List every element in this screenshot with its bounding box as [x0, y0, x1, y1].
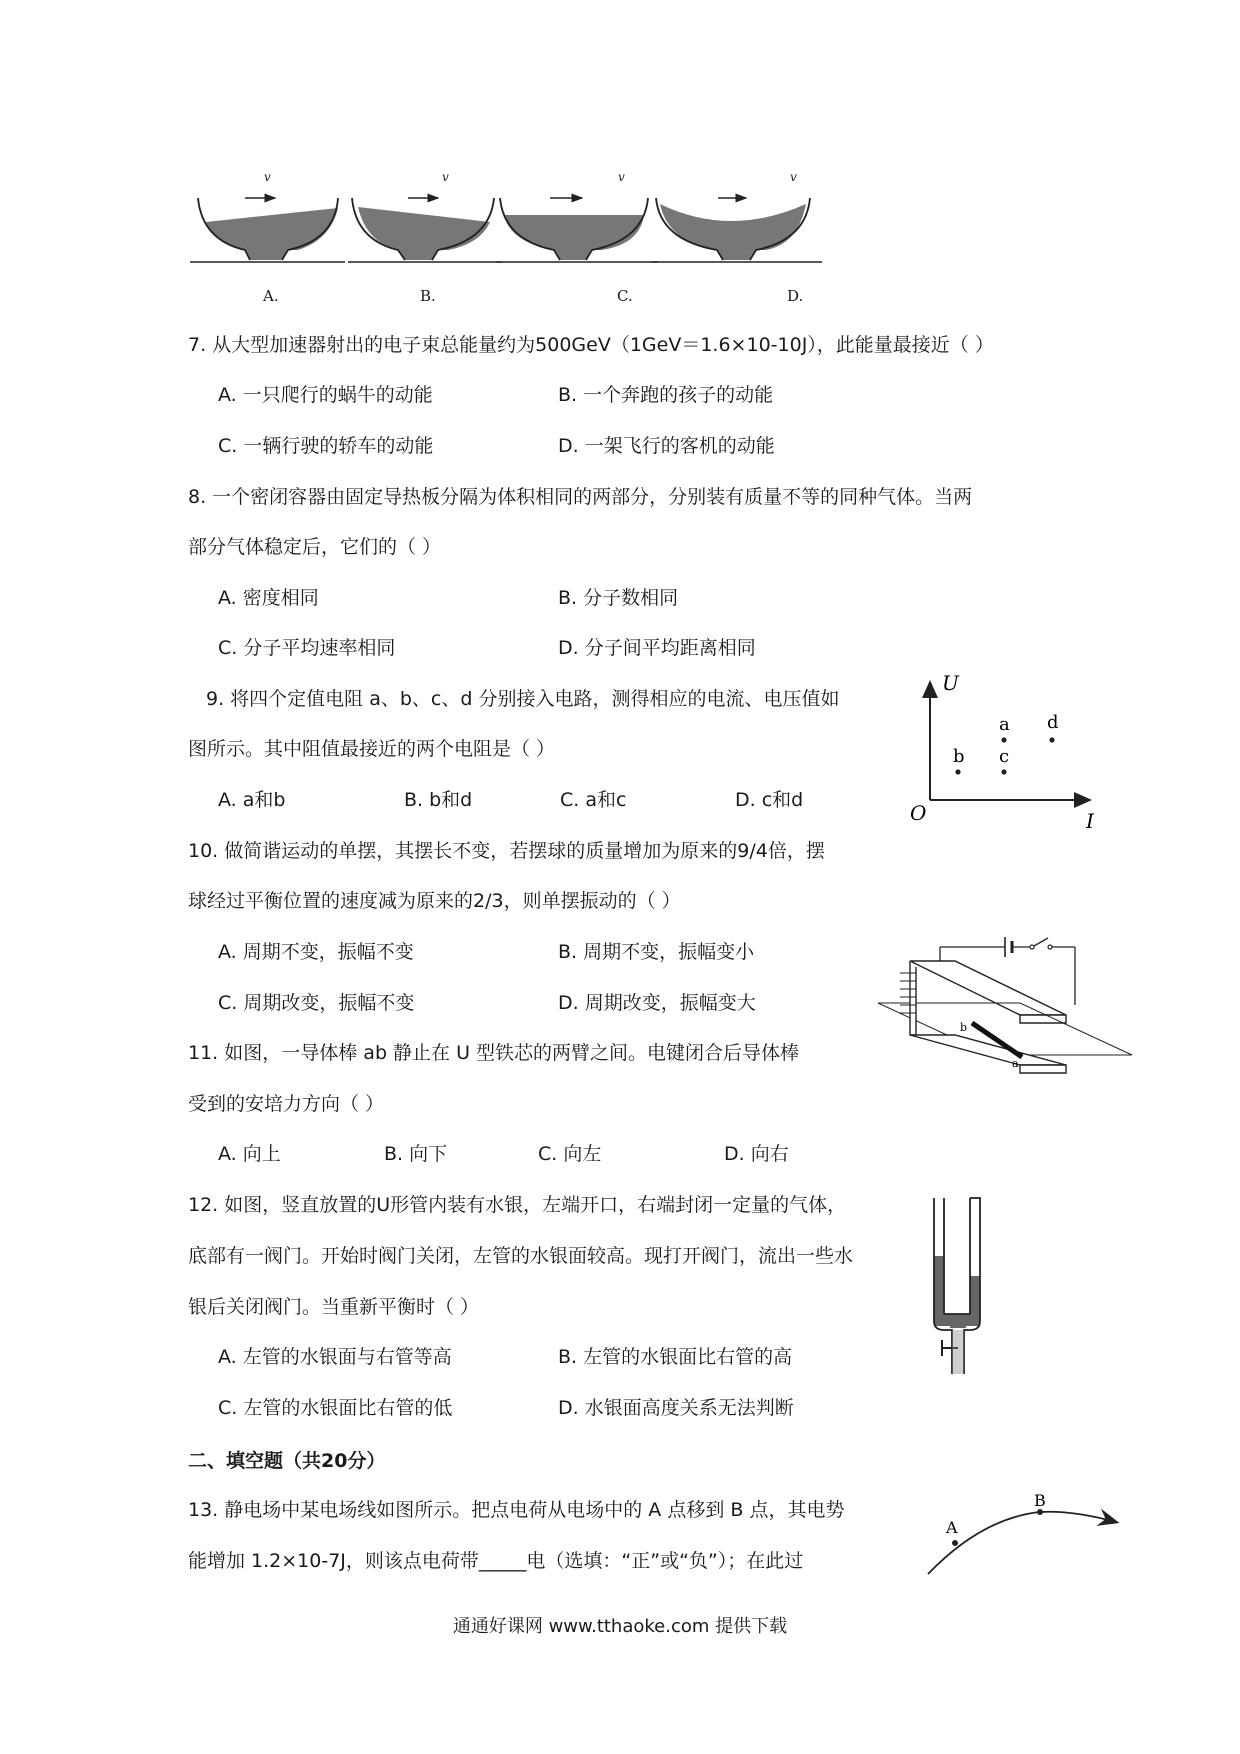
- question-11-stem-line1: 11. 如图，一导体棒 ab 静止在 U 型铁芯的两臂之间。电键闭合后导体棒: [188, 1042, 800, 1064]
- question-9-stem-line1: 9. 将四个定值电阻 a、b、c、d 分别接入电路，测得相应的电流、电压值如: [206, 688, 840, 710]
- graph-i-label: I: [1086, 809, 1094, 828]
- field-point-b-label: B: [1034, 1491, 1046, 1510]
- bowl-a-velocity-label: v: [264, 170, 271, 184]
- question-12-option-c: C. 左管的水银面比右管的低: [218, 1397, 453, 1419]
- question-10-option-c: C. 周期改变，振幅不变: [218, 992, 415, 1014]
- bowl-label-b: B.: [420, 287, 436, 305]
- question-11-option-d: D. 向右: [724, 1143, 789, 1165]
- footer-text: 通通好课网 www.tthaoke.com 提供下载: [452, 1616, 788, 1637]
- question-9-option-a: A. a和b: [218, 789, 286, 811]
- u-tube-figure: [922, 1196, 1012, 1376]
- question-8-option-a: A. 密度相同: [218, 587, 319, 609]
- iron-core-figure: [870, 925, 1135, 1080]
- point-c-label: c: [999, 746, 1010, 767]
- question-12-option-a: A. 左管的水银面与右管等高: [218, 1346, 452, 1368]
- question-7-option-a: A. 一只爬行的蜗牛的动能: [218, 384, 433, 406]
- graph-u-label: U: [942, 671, 959, 695]
- question-12-stem-line1: 12. 如图，竖直放置的U形管内装有水银，左端开口，右端封闭一定量的气体，: [188, 1194, 847, 1216]
- bowl-label-a: A.: [263, 287, 279, 305]
- field-line-figure: [922, 1490, 1122, 1580]
- question-10-option-d: D. 周期改变，振幅变大: [558, 992, 756, 1014]
- bowl-a: [190, 198, 345, 262]
- point-b: [955, 769, 960, 774]
- question-7-option-c: C. 一辆行驶的轿车的动能: [218, 435, 434, 457]
- question-12-stem-line2: 底部有一阀门。开始时阀门关闭，左管的水银面较高。现打开阀门，流出一些水: [188, 1245, 854, 1267]
- bowl-b-velocity-label: v: [442, 170, 449, 184]
- question-12-stem-line3: 银后关闭阀门。当重新平衡时（ ）: [188, 1296, 480, 1318]
- question-7-option-d: D. 一架飞行的客机的动能: [558, 435, 775, 457]
- question-11-option-c: C. 向左: [538, 1143, 602, 1165]
- question-8-option-d: D. 分子间平均距离相同: [558, 637, 756, 659]
- point-a-marker: [952, 1540, 958, 1546]
- question-8-option-b: B. 分子数相同: [558, 587, 679, 609]
- point-c: [1001, 769, 1006, 774]
- point-d: [1049, 737, 1054, 742]
- point-d-label: d: [1047, 712, 1059, 733]
- point-a: [1001, 737, 1006, 742]
- question-10-option-b: B. 周期不变，振幅变小: [558, 941, 755, 963]
- bowl-d-velocity-label: v: [790, 170, 797, 184]
- rod-label-a: a: [1012, 1057, 1019, 1070]
- question-8-stem-line2: 部分气体稳定后，它们的（ ）: [188, 536, 442, 558]
- question-9-stem-line2: 图所示。其中阻值最接近的两个电阻是（ ）: [188, 738, 556, 760]
- bowl-label-d: D.: [787, 287, 804, 305]
- question-10-option-a: A. 周期不变，振幅不变: [218, 941, 414, 963]
- bowl-c: [496, 198, 658, 262]
- point-b-label: b: [953, 746, 965, 767]
- bowl-c-velocity-label: v: [618, 170, 625, 184]
- question-7-option-b: B. 一个奔跑的孩子的动能: [558, 384, 774, 406]
- question-13-stem-line1: 13. 静电场中某电场线如图所示。把点电荷从电场中的 A 点移到 B 点，其电势: [188, 1499, 845, 1521]
- question-9-option-c: C. a和c: [560, 789, 627, 811]
- question-11-option-b: B. 向下: [384, 1143, 448, 1165]
- question-13-stem-line2: 能增加 1.2×10-7J，则该点电荷带_____电（选填：“正”或“负”）；在此过: [188, 1550, 804, 1572]
- question-9-option-b: B. b和d: [404, 789, 473, 811]
- question-12-option-b: B. 左管的水银面比右管的高: [558, 1346, 793, 1368]
- rod-label-b: b: [960, 1021, 968, 1034]
- field-point-a-label: A: [946, 1518, 958, 1537]
- question-10-stem-line2: 球经过平衡位置的速度减为原来的2/3，则单摆振动的（ ）: [188, 890, 681, 912]
- question-10-stem-line1: 10. 做简谐运动的单摆，其摆长不变，若摆球的质量增加为原来的9/4倍，摆: [188, 840, 825, 862]
- question-9-option-d: D. c和d: [735, 789, 804, 811]
- question-8-option-c: C. 分子平均速率相同: [218, 637, 396, 659]
- bowl-d: [652, 198, 822, 262]
- question-12-option-d: D. 水银面高度关系无法判断: [558, 1397, 794, 1419]
- question-7-stem: 7. 从大型加速器射出的电子束总能量约为500GeV（1GeV＝1.6×10-10J），此能量最接近（ ）: [188, 334, 994, 356]
- point-a-label: a: [999, 714, 1010, 735]
- bowl-b: [348, 198, 502, 262]
- bowls-figure: [190, 160, 880, 275]
- ui-graph: [900, 668, 1110, 828]
- graph-origin-label: O: [910, 801, 927, 825]
- section-2-title: 二、填空题（共20分）: [188, 1450, 386, 1472]
- question-11-option-a: A. 向上: [218, 1143, 281, 1165]
- question-8-stem-line1: 8. 一个密闭容器由固定导热板分隔为体积相同的两部分，分别装有质量不等的同种气体。当两: [188, 486, 973, 508]
- question-11-stem-line2: 受到的安培力方向（ ）: [188, 1093, 385, 1115]
- bowl-label-c: C.: [617, 287, 633, 305]
